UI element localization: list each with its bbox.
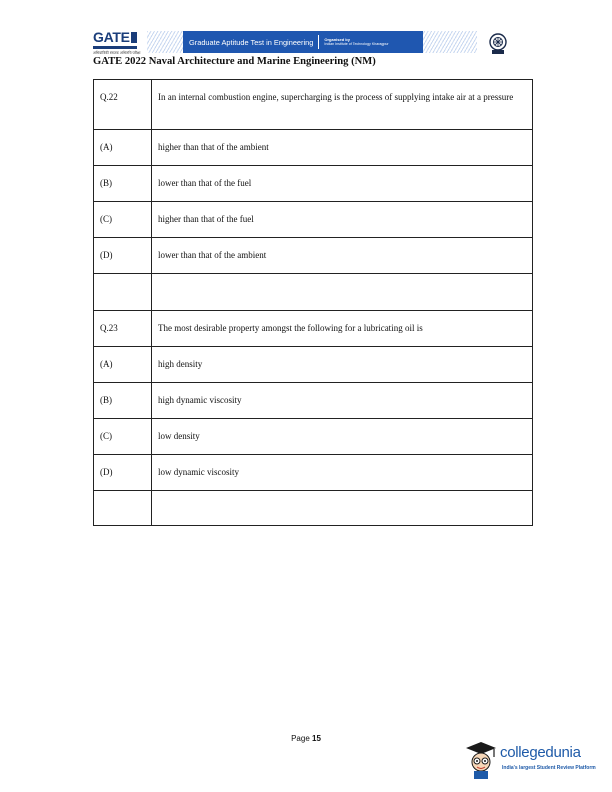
brand-name: collegedunia [500, 744, 581, 761]
option-label: (A) [94, 130, 152, 166]
spacer-row [94, 491, 533, 526]
graduate-mascot-icon [464, 740, 498, 780]
question-row [94, 311, 533, 347]
option-text: low dynamic viscosity [152, 455, 533, 491]
organised-by: Indian Institute of Technology Kharagpur [324, 42, 389, 46]
option-row [94, 238, 533, 274]
question-number: Q.23 [94, 311, 152, 347]
question-row [94, 80, 533, 130]
collegedunia-logo [464, 740, 612, 780]
option-text: low density [152, 419, 533, 455]
option-row [94, 130, 533, 166]
brand-tagline: India's largest Student Review Platform [502, 765, 596, 771]
gate-logo-subtitle: अभियांत्रिकी स्नातक अभिरुचि परीक्षा [93, 51, 141, 55]
question-table [93, 79, 533, 526]
option-label: (B) [94, 383, 152, 419]
question-text: The most desirable property amongst the following for a lubricating oil is [152, 311, 533, 347]
question-number: Q.22 [94, 80, 152, 130]
option-text: higher than that of the ambient [152, 130, 533, 166]
option-text: high dynamic viscosity [152, 383, 533, 419]
option-label: (C) [94, 419, 152, 455]
option-label: (C) [94, 202, 152, 238]
banner-title: Graduate Aptitude Test in Engineering [189, 37, 314, 47]
question-text: In an internal combustion engine, supercharging is the process of supplying intake air at a pressure [152, 80, 533, 130]
iit-emblem-icon [488, 33, 508, 55]
option-row [94, 419, 533, 455]
gate-logo-text: GATE [93, 29, 130, 45]
option-label: (B) [94, 166, 152, 202]
option-row [94, 383, 533, 419]
option-row [94, 166, 533, 202]
option-text: lower than that of the fuel [152, 166, 533, 202]
header-banner [147, 31, 477, 53]
option-label: (D) [94, 455, 152, 491]
spacer-row [94, 274, 533, 311]
page-number-value: 15 [312, 734, 321, 743]
paper-title: GATE 2022 Naval Architecture and Marine Engineering (NM) [93, 56, 376, 67]
option-text: higher than that of the fuel [152, 202, 533, 238]
option-label: (A) [94, 347, 152, 383]
option-row [94, 347, 533, 383]
organised-label: Organised by [324, 37, 350, 42]
option-label: (D) [94, 238, 152, 274]
page-label: Page [291, 734, 310, 743]
option-text: lower than that of the ambient [152, 238, 533, 274]
option-row [94, 455, 533, 491]
option-text: high density [152, 347, 533, 383]
option-row [94, 202, 533, 238]
